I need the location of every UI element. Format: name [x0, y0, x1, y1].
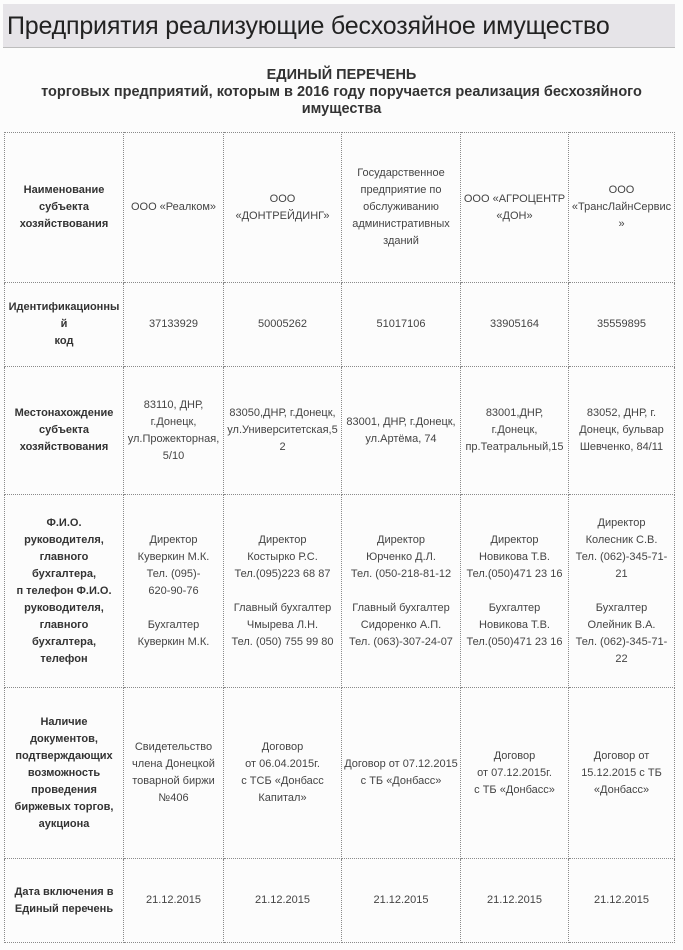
- cell-line: Донецк, бульвар: [579, 424, 664, 436]
- group-spacer: [463, 583, 566, 600]
- table-cell: [224, 283, 342, 367]
- cell-line: Договор: [493, 749, 536, 762]
- heading-line-2: торговых предприятий, которым в 2016 году поручается реализация бесхозяйного имущества: [41, 84, 642, 117]
- row-label-line: проведения: [31, 783, 97, 796]
- cell-line: 35559895: [597, 318, 646, 330]
- cell-line: ул.Прожекторная,: [127, 432, 220, 445]
- cell-line: 83001, ДНР, г.Донецк,: [346, 415, 456, 428]
- table-cell: [461, 133, 569, 283]
- heading-line-1: ЕДИНЫЙ ПЕРЕЧЕНЬ: [266, 67, 417, 83]
- registry-table: [4, 132, 675, 943]
- table-cell: [569, 367, 675, 495]
- table-cell: [342, 859, 461, 943]
- table-cell: [224, 859, 342, 943]
- table-row-contacts: [5, 495, 675, 688]
- table-row-documents: [5, 688, 675, 859]
- cell-line: Договор: [261, 741, 304, 753]
- table-cell: [124, 283, 224, 367]
- row-label: [5, 859, 124, 943]
- row-label-line: главного бухгалтера,: [31, 618, 97, 648]
- cell-line: Новикова Т.В.: [479, 550, 550, 563]
- cell-line: административных: [352, 218, 450, 230]
- row-label: [5, 283, 124, 367]
- cell-line: 21.12.2015: [486, 894, 543, 906]
- cell-line: Юрченко Д.Л.: [366, 550, 436, 563]
- group-spacer: [126, 600, 221, 617]
- row-label-line: п телефон Ф.И.О.: [16, 584, 112, 597]
- cell-line: Куверкин М.К.: [137, 635, 210, 648]
- table-cell: [461, 688, 569, 859]
- cell-line: Директор: [597, 516, 646, 529]
- cell-line: «ТрансЛайнСервис»: [571, 201, 672, 230]
- table-row-id-code: [5, 283, 675, 367]
- row-label: [5, 367, 124, 495]
- cell-line: Тел. (050-218-81-12: [350, 567, 452, 580]
- cell-line: Директор: [377, 533, 425, 546]
- row-label-line: главного бухгалтера,: [31, 550, 97, 580]
- cell-line: Тел. (062)-345-71-22: [575, 635, 668, 665]
- page-header: [3, 4, 675, 48]
- cell-line: Тел.(050)471 23 16: [466, 635, 563, 648]
- row-label-line: биржевых торгов,: [14, 800, 114, 813]
- cell-line: ул.Университетская,52: [227, 424, 338, 453]
- cell-line: зданий: [383, 235, 419, 247]
- cell-line: пр.Театральный,15: [465, 441, 564, 453]
- table-body: [5, 133, 675, 943]
- cell-line: от 07.12.2015г.: [477, 766, 552, 779]
- cell-line: 21.12.2015: [373, 894, 429, 906]
- table-cell: [124, 859, 224, 943]
- group-spacer: [226, 583, 339, 600]
- cell-line: Новикова Т.В.: [479, 618, 550, 631]
- cell-line: Директор: [490, 533, 539, 546]
- cell-line: ул.Артёма, 74: [365, 432, 437, 445]
- cell-line: 5/10: [162, 449, 185, 462]
- table-cell: [342, 283, 461, 367]
- cell-line: «ДОНТРЕЙДИНГ»: [235, 209, 330, 222]
- cell-line: Главный бухгалтер: [352, 601, 450, 614]
- table-cell: [124, 367, 224, 495]
- page-title: Предприятия реализующие бесхозяйное имущество: [7, 12, 610, 40]
- row-label-line: субъекта: [38, 424, 90, 436]
- cell-line: с ТБ «Донбасс»: [474, 783, 555, 796]
- cell-line: Капитал»: [258, 792, 307, 804]
- cell-line: ООО: [608, 184, 635, 196]
- cell-line: ООО «АГРОЦЕНТР: [463, 192, 566, 205]
- cell-line: Олейник В.А.: [587, 618, 656, 631]
- cell-line: ООО: [269, 192, 296, 205]
- cell-line: с ТБ «Донбасс»: [360, 775, 442, 787]
- cell-line: 51017106: [376, 318, 426, 330]
- row-label-line: субъекта: [38, 201, 90, 213]
- table-cell: [461, 283, 569, 367]
- cell-line: г.Донецк,: [150, 415, 197, 428]
- table-cell: [224, 367, 342, 495]
- cell-line: Шевченко, 84/11: [579, 441, 664, 453]
- cell-line: члена Донецкой: [132, 758, 215, 770]
- cell-line: 15.12.2015 с ТБ: [581, 766, 662, 779]
- row-label-line: код: [54, 335, 74, 347]
- cell-line: Главный бухгалтер: [233, 601, 332, 614]
- table-cell: [342, 367, 461, 495]
- cell-line: 83110, ДНР,: [143, 398, 204, 411]
- cell-line: Директор: [258, 533, 307, 546]
- cell-line: обслуживанию: [363, 201, 439, 213]
- cell-line: 83050,ДНР, г.Донецк,: [229, 407, 336, 419]
- row-label-line: Местонахождение: [14, 407, 114, 419]
- cell-line: Тел. (050) 755 99 80: [231, 635, 334, 648]
- row-label-line: Наличие документов,: [30, 715, 98, 745]
- table-cell: [461, 367, 569, 495]
- row-label: [5, 688, 124, 859]
- cell-line: Свидетельство: [134, 741, 213, 753]
- cell-line: 620-90-76: [148, 584, 199, 597]
- table-cell: [569, 133, 675, 283]
- document-heading: [0, 67, 683, 118]
- table-cell: [342, 133, 461, 283]
- table-cell: [124, 688, 224, 859]
- row-label-line: руководителя,: [24, 601, 104, 614]
- cell-line: 83052, ДНР, г.: [586, 407, 657, 419]
- row-label-line: Идентификационный: [8, 301, 120, 330]
- cell-line: Тел. (062)-345-71-21: [575, 550, 668, 580]
- cell-line: ООО «Реалком»: [130, 201, 217, 213]
- cell-line: «ДОН»: [496, 209, 533, 222]
- cell-line: товарной биржи: [132, 775, 215, 787]
- cell-line: 83001,ДНР, г.Донецк,: [485, 407, 544, 436]
- cell-line: Тел.(095)223 68 87: [234, 567, 331, 580]
- table-cell: [124, 495, 224, 688]
- row-label-line: Наименование: [23, 184, 105, 196]
- row-label: [5, 133, 124, 283]
- row-label-line: аукциона: [38, 817, 90, 830]
- row-label-line: хозяйствования: [19, 218, 109, 230]
- cell-line: 33905164: [490, 318, 539, 330]
- table-cell: [569, 688, 675, 859]
- table-cell: [342, 495, 461, 688]
- cell-line: Куверкин М.К.: [137, 550, 210, 563]
- table-row-location: [5, 367, 675, 495]
- cell-line: Чмырева Л.Н.: [246, 618, 319, 631]
- cell-line: «Донбасс»: [593, 783, 650, 796]
- table-cell: [569, 495, 675, 688]
- cell-line: Договор от: [593, 749, 650, 762]
- cell-line: №406: [158, 792, 189, 804]
- table-cell: [461, 859, 569, 943]
- cell-line: Тел. (095)-: [146, 567, 201, 580]
- group-spacer: [571, 583, 672, 600]
- table-cell: [461, 495, 569, 688]
- table-cell: [569, 283, 675, 367]
- cell-line: Колесник С.В.: [585, 533, 658, 546]
- table-row-inclusion-date: [5, 859, 675, 943]
- row-label-line: возможность: [27, 766, 101, 779]
- row-label-line: руководителя,: [24, 533, 104, 546]
- cell-line: Костырко Р.С.: [247, 550, 318, 563]
- cell-line: 37133929: [149, 318, 198, 330]
- table-cell: [124, 133, 224, 283]
- row-label-line: хозяйствования: [19, 441, 109, 453]
- cell-line: Тел.(050)471 23 16: [466, 567, 563, 580]
- cell-line: 50005262: [258, 318, 307, 330]
- cell-line: Государственное: [357, 167, 445, 179]
- group-spacer: [344, 583, 458, 600]
- cell-line: Бухгалтер: [147, 618, 200, 631]
- cell-line: Бухгалтер: [488, 601, 541, 614]
- cell-line: 21.12.2015: [254, 894, 311, 906]
- table-cell: [569, 859, 675, 943]
- cell-line: Сидоренко А.П.: [360, 618, 442, 631]
- row-label-line: подтверждающих: [15, 749, 113, 762]
- cell-line: Директор: [149, 533, 198, 546]
- cell-line: 21.12.2015: [145, 894, 202, 906]
- table-cell: [224, 688, 342, 859]
- cell-line: с ТСБ «Донбасс: [241, 775, 324, 787]
- cell-line: предприятие по: [360, 184, 442, 196]
- row-label-line: телефон: [40, 652, 88, 665]
- table-cell: [342, 688, 461, 859]
- table-row-name: [5, 133, 675, 283]
- cell-line: Договор от 07.12.2015: [344, 758, 458, 770]
- table-cell: [224, 495, 342, 688]
- row-label-line: Дата включения в: [14, 885, 114, 898]
- cell-line: Тел. (063)-307-24-07: [349, 635, 453, 648]
- row-label-line: Ф.И.О.: [46, 516, 82, 529]
- cell-line: Бухгалтер: [595, 601, 648, 614]
- cell-line: от 06.04.2015г.: [245, 758, 320, 770]
- table-cell: [224, 133, 342, 283]
- cell-line: 21.12.2015: [593, 894, 650, 906]
- row-label: [5, 495, 124, 688]
- row-label-line: Единый перечень: [14, 902, 114, 915]
